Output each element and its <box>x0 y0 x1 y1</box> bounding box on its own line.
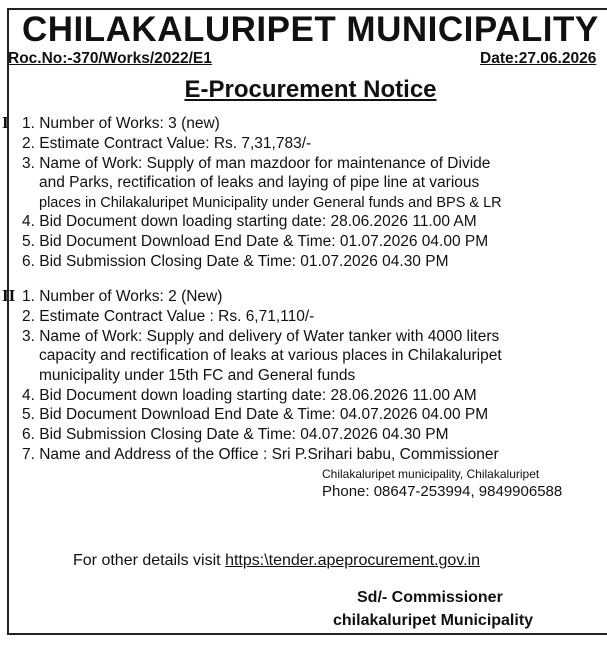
tender-portal-link[interactable]: https:\tender.apeprocurement.gov.in <box>225 552 481 569</box>
signature-office: chilakaluripet Municipality <box>333 612 534 629</box>
roc-number: Roc.No:-370/Works/2022/E1 <box>8 50 212 67</box>
visit-text: For other details visit <box>73 552 221 569</box>
section-two-item: 7. Name and Address of the Office : Sri P.Srihari babu, Commissioner <box>22 446 499 463</box>
section-two-item: capacity and rectification of leaks at various places in Chilakaluripet <box>39 347 502 364</box>
section-two-item: 2. Estimate Contract Value : Rs. 6,71,110/- <box>22 308 315 325</box>
section-one-item: and Parks, rectification of leaks and laying of pipe line at various <box>39 174 480 191</box>
section-two-item: municipality under 15th FC and General funds <box>39 367 356 384</box>
section-two-item: 3. Name of Work: Supply and delivery of Water tanker with 4000 liters <box>22 328 500 345</box>
office-address-line: Chilakaluripet municipality, Chilakaluripet <box>322 467 540 481</box>
section-two-item: 5. Bid Document Download End Date & Time: 04.07.2026 04.00 PM <box>22 406 489 423</box>
section-one-item: places in Chilakaluripet Municipality under General funds and BPS & LR <box>39 195 502 211</box>
section-one-item: 2. Estimate Contract Value: Rs. 7,31,783/- <box>22 135 312 152</box>
signature-title: Sd/- Commissioner <box>357 589 503 606</box>
section-two-item: 4. Bid Document down loading starting date: 28.06.2026 11.00 AM <box>22 387 477 404</box>
section-one-item: 4. Bid Document down loading starting date: 28.06.2026 11.00 AM <box>22 213 477 230</box>
section-one-item: 1. Number of Works: 3 (new) <box>22 115 220 132</box>
office-phone-line: Phone: 08647-253994, 9849906588 <box>322 483 563 500</box>
section-one-item: 5. Bid Document Download End Date & Time: 01.07.2026 04.00 PM <box>22 233 489 250</box>
section-two-item: 1. Number of Works: 2 (New) <box>22 288 223 305</box>
notice-date: Date:27.06.2026 <box>480 50 597 67</box>
section-two-item: 6. Bid Submission Closing Date & Time: 04.07.2026 04.30 PM <box>22 426 449 443</box>
section-one-item: 3. Name of Work: Supply of man mazdoor for maintenance of Divide <box>22 155 491 172</box>
municipality-title: CHILAKALURIPET MUNICIPALITY <box>22 10 599 49</box>
notice-heading: E-Procurement Notice <box>184 76 437 103</box>
section-one-item: 6. Bid Submission Closing Date & Time: 01.07.2026 04.30 PM <box>22 253 449 270</box>
section-one-marker: I <box>2 113 9 132</box>
visit-line <box>73 552 480 570</box>
section-two-marker: II <box>2 286 16 305</box>
